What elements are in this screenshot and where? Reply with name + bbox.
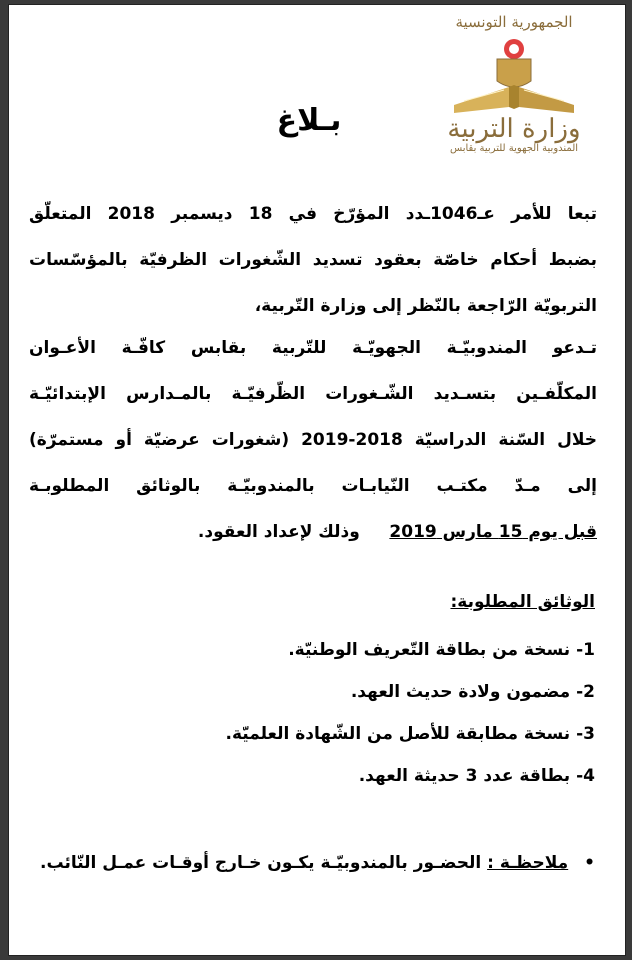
documents-title: الوثائق المطلوبة: — [450, 592, 595, 612]
paragraph-2-line: تـدعو المندوبيّـة الجهويّـة للتّربية بقابس كافّـة الأعـوان — [29, 338, 597, 358]
republic-label: الجمهورية التونسية — [455, 13, 573, 31]
note — [40, 853, 595, 873]
paragraph-1-line: بضبط أحكام خاصّة بعقود تسديد الشّغورات الظرفيّة بالمؤسّسات — [29, 250, 597, 270]
directorate-name: المندوبية الجهوية للتربية بقابس — [449, 143, 579, 154]
deadline-date: قبل يوم 15 مارس 2019 — [389, 522, 597, 542]
deadline-line — [29, 509, 597, 555]
paragraph-1 — [29, 191, 597, 329]
paragraph-1-line: التربويّة الرّاجعة بالنّظر إلى وزارة التّربية، — [254, 296, 597, 316]
paragraph-2-line: إلى مـدّ مكتـب النّيابـات بالمندوبيّـة بالوثائق المطلوبـة — [29, 476, 597, 496]
purpose-text: وذلك لإعداد العقود. — [197, 522, 360, 542]
paragraph-2 — [29, 325, 597, 555]
page-title: بـلاغ — [276, 103, 342, 138]
ministry-emblem-book-icon — [449, 35, 579, 115]
document-item: 2- مضمون ولادة حديث العهد. — [350, 682, 595, 702]
document-item: 1- نسخة من بطاقة التّعريف الوطنيّة. — [288, 640, 595, 660]
paragraph-2-line: خلال السّنة الدراسيّة 2018-2019 (شغورات عرضيّة أو مستمرّة) — [29, 430, 597, 450]
document-item: 3- نسخة مطابقة للأصل من الشّهادة العلميّة. — [225, 724, 595, 744]
document-item: 4- بطاقة عدد 3 حديثة العهد. — [358, 766, 595, 786]
note-label: ملاحظـة : — [487, 853, 569, 873]
note-text: الحضـور بالمندوبيّـة يكـون خـارج أوقـات عمـل النّائب. — [39, 853, 482, 873]
bullet-icon: • — [584, 853, 595, 873]
paragraph-2-line: المكلّفـين بتسـديد الشّـغورات الظّرفيّـة بالمـدارس الإبتدائيّـة — [29, 384, 597, 404]
ministry-name: وزارة التربية — [447, 114, 581, 144]
paragraph-1-line: تبعا للأمر عـ1046ـدد المؤرّخ في 18 ديسمبر 2018 المتعلّق — [29, 204, 597, 224]
ministry-crest — [419, 13, 609, 178]
document-page — [8, 4, 626, 956]
